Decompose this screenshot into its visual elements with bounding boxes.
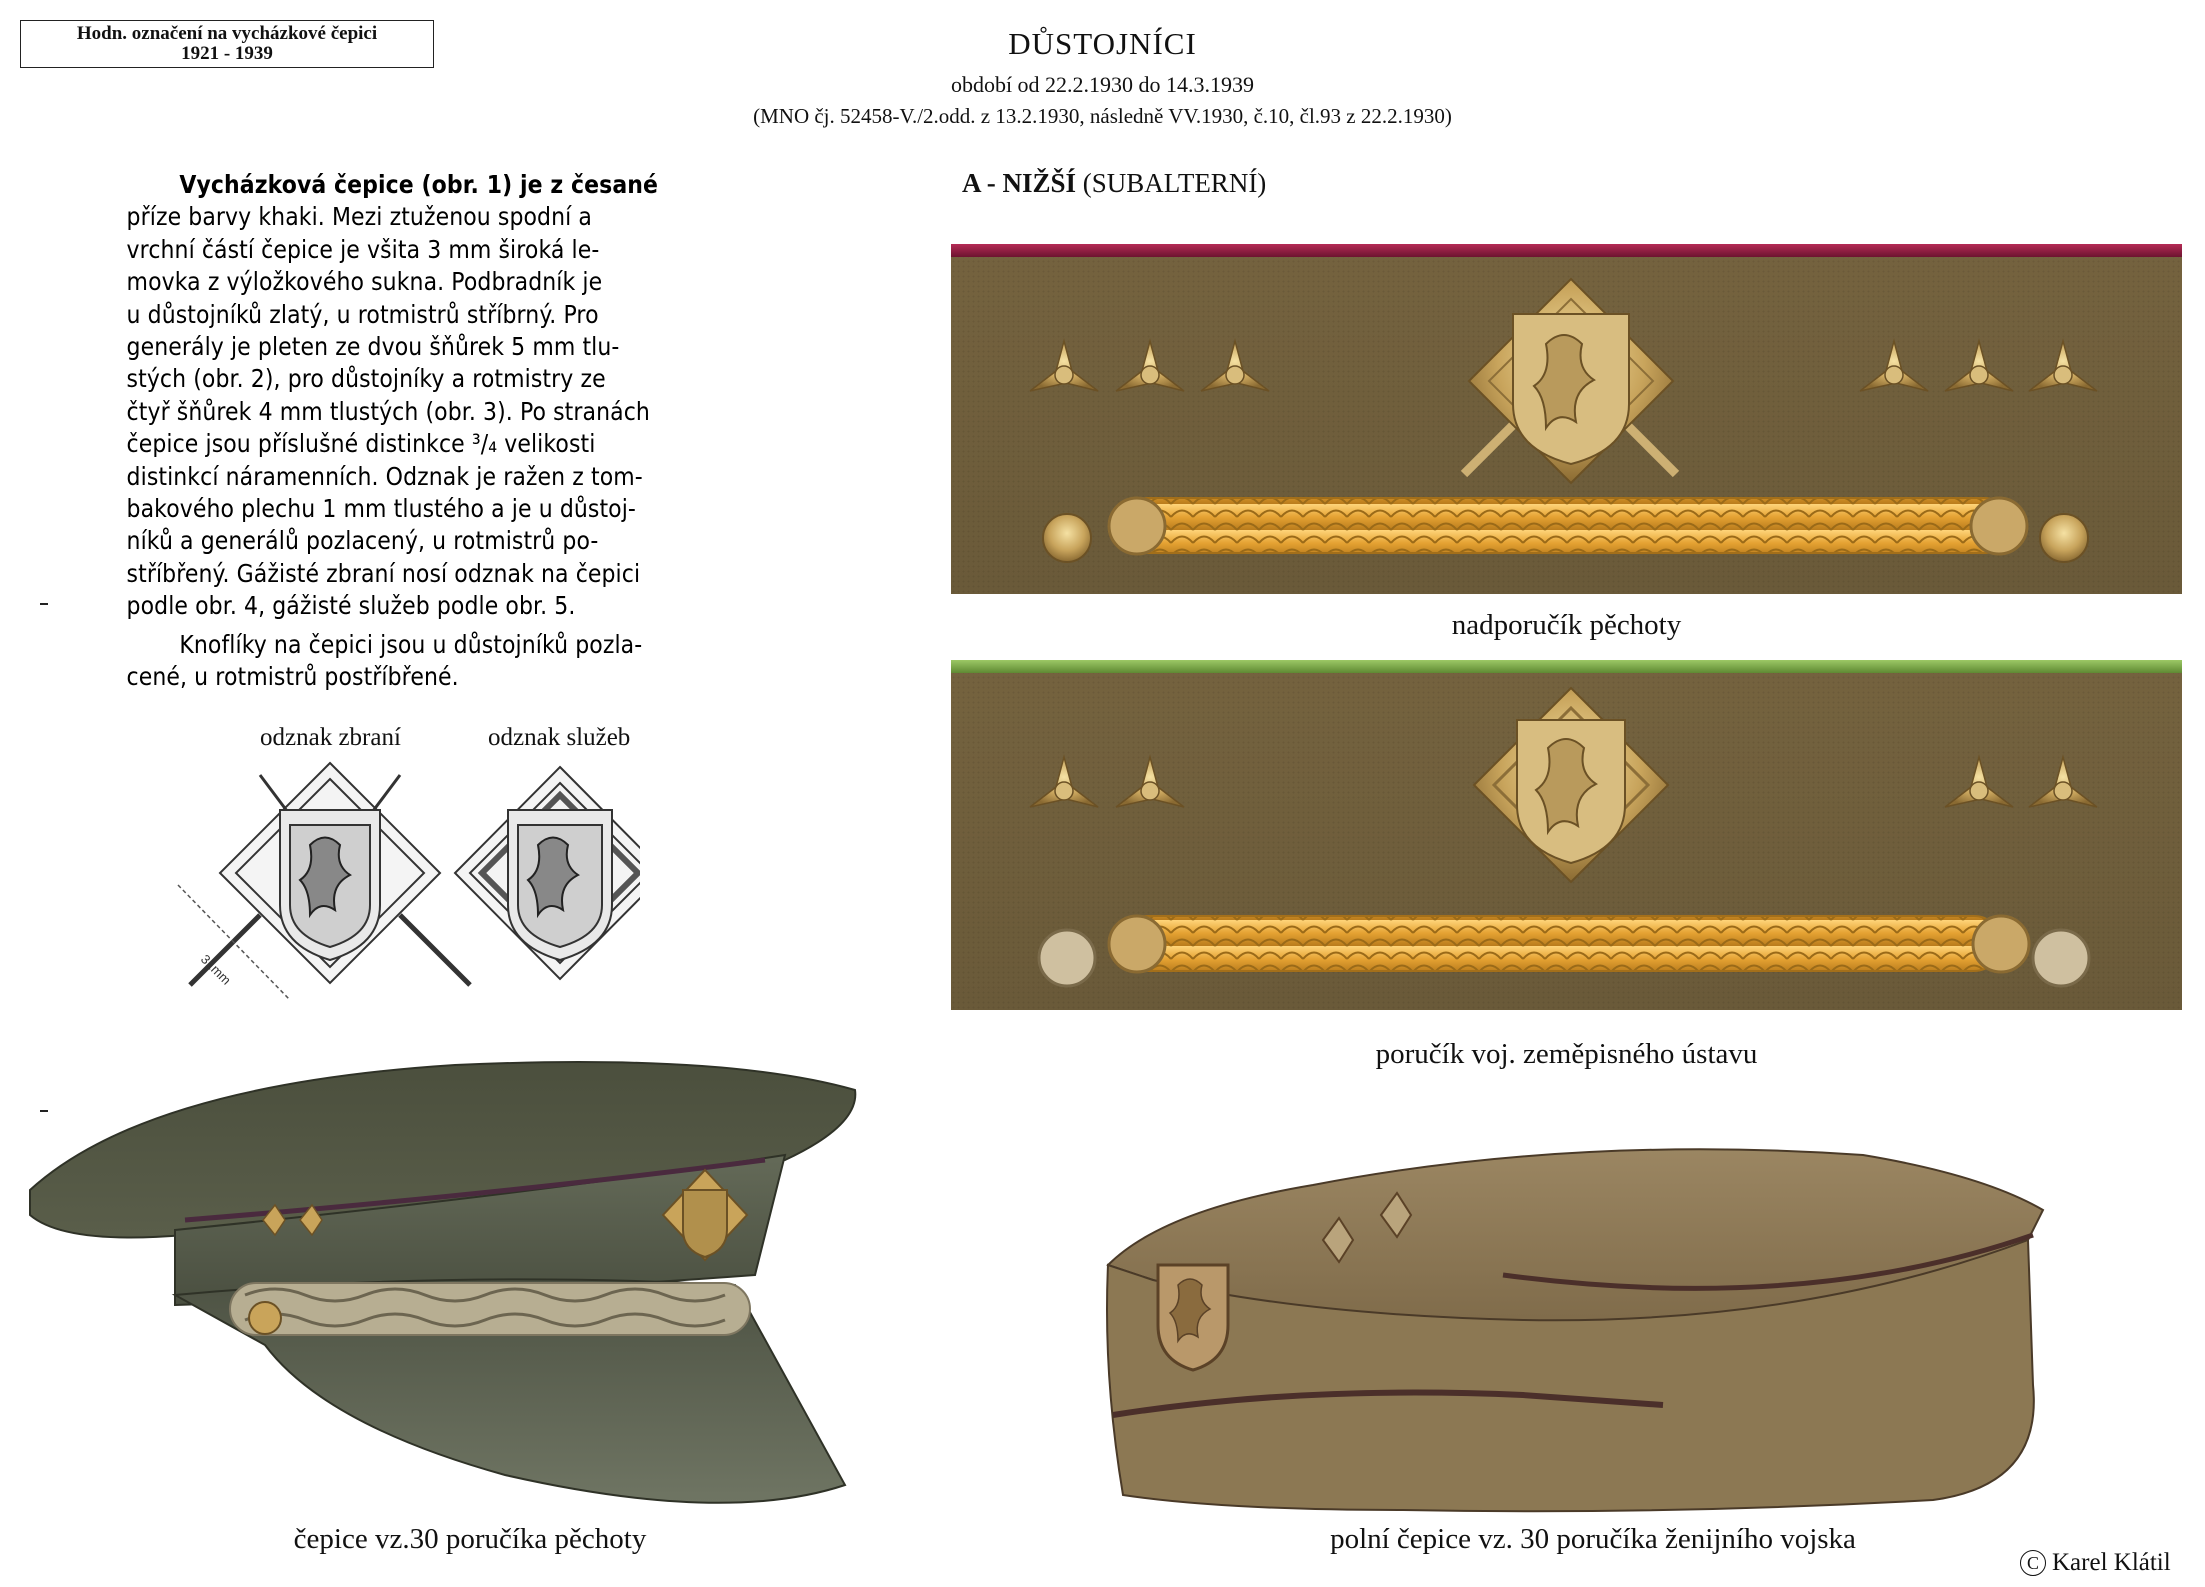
arms-badge-drawing-icon [190,763,470,985]
panel-2-caption: poručík voj. zeměpisného ústavu [1375,1038,1758,1070]
regulation-line: Knoflíky na čepici jsou u důstojníků pozla- [179,629,643,659]
visor-cap-image [25,1045,865,1535]
cap-button-icon [2033,930,2089,986]
regulation-line: vrchní částí čepice je všita 3 mm široká le- [126,234,600,264]
regulation-line: níků a generálů pozlacený, u rotmistrů po- [126,526,599,556]
visor-cap-caption: čepice vz.30 poručíka pěchoty [293,1523,647,1555]
regulation-line: stých (obr. 2), pro důstojníky a rotmistry ze [126,364,606,394]
rank-star-icon [1116,757,1184,807]
field-cap-caption: polní čepice vz. 30 poručíka ženijního vojska [1330,1523,1856,1555]
left-button-icon [1109,916,1165,972]
dimension-label: 31mm [197,951,235,988]
regulation-line: cené, u rotmistrů postříbřené. [126,662,459,692]
regulation-line: čtyř šňůrek 4 mm tlustých (obr. 3). Po stranách [126,396,650,426]
section-label-rest: (SUBALTERNÍ) [1076,168,1267,198]
page-subtitle: období od 22.2.1930 do 14.3.1939 [950,72,1255,97]
regulation-line: příze barvy khaki. Mezi ztuženou spodní a [126,202,592,232]
panel-2-art [951,660,2182,1010]
regulation-line: Vycházková čepice (obr. 1) je z česané [179,170,659,199]
cap-button-icon [249,1302,281,1334]
rank-star-icon [2029,341,2097,391]
insignia-panel-2 [951,660,2182,1010]
rank-star-icon [1030,341,1098,391]
field-cap-shield-icon [1158,1265,1228,1370]
gold-chin-cord [1121,498,2011,553]
rank-star-icon [1945,757,2013,807]
regulation-reference: (MNO čj. 52458-V./2.odd. z 13.2.1930, následně VV.1930, č.10, čl.93 z 22.2.1930) [753,104,1452,128]
services-badge-drawing-icon [455,767,640,979]
insignia-panel-1 [951,244,2182,594]
period-label-line1: Hodn. označení na vycházkové čepici [76,23,378,44]
cap-button-icon [2040,514,2088,562]
page-title: DŮSTOJNÍCI [1008,26,1197,61]
section-label [962,168,1266,199]
panel-1-caption: nadporučík pěchoty [1451,609,1682,641]
knot-icon [1973,916,2029,972]
cap-button-icon [1039,930,1095,986]
rank-star-icon [1945,341,2013,391]
rank-star-icon [1116,341,1184,391]
services-badge-icon [1474,688,1668,882]
services-badge-label: odznak služeb [488,724,631,751]
regulation-line: podle obr. 4, gážisté služeb podle obr. 5. [126,591,576,621]
regulation-line: distinkcí náramenních. Odznak je ražen z tom- [126,461,643,491]
credit-name: Karel Klátil [2052,1549,2171,1576]
credit [2020,1549,2171,1577]
regulation-line: čepice jsou příslušné distinkce ³/₄ velikosti [126,429,596,459]
panel-1-art [951,244,2182,594]
rank-star-icon [1201,341,1269,391]
regulation-line: bakového plechu 1 mm tlustého a je u důstoj- [126,494,636,524]
knot-icon [1971,498,2027,554]
regulation-line: u důstojníků zlatý, u rotmistrů stříbrný. Pro [126,299,599,329]
rank-star-icon [1860,341,1928,391]
regulation-scan [108,163,786,692]
section-label-bold: A - NIŽŠÍ [962,168,1077,198]
rank-star-icon [1030,757,1098,807]
gold-chin-cord [1121,916,2001,971]
copyright-icon: C [2020,1550,2046,1576]
arms-badge-label: odznak zbraní [260,724,401,751]
cap-chin-cord [230,1283,750,1335]
field-cap-image [1103,1115,2063,1515]
margin-mark [40,603,48,605]
period-label-line2: 1921 - 1939 [181,43,273,64]
regulation-line: movka z výložkového sukna. Podbradník je [126,267,603,297]
badge-drawings [170,755,640,1025]
regulation-line: generály je pleten ze dvou šňůrek 5 mm tlu- [126,332,620,362]
left-button-icon [1109,498,1165,554]
cap-button-icon [1043,514,1091,562]
regulation-line: stříbřený. Gážisté zbraní nosí odznak na čepici [126,558,641,588]
arms-badge-icon [1464,279,1676,483]
rank-star-icon [2029,757,2097,807]
